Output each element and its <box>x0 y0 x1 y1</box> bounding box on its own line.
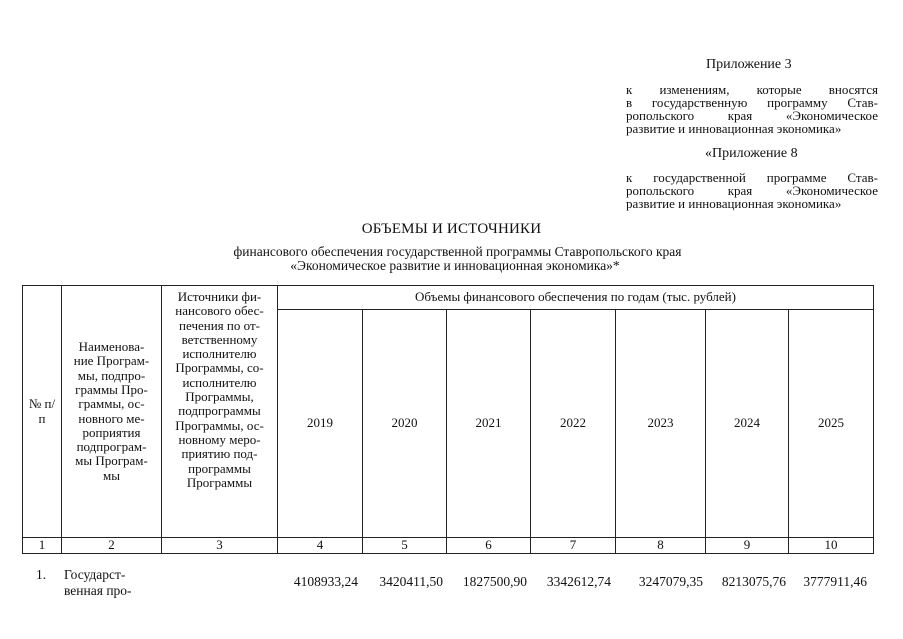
year-header: 2025 <box>789 310 874 538</box>
column-number: 10 <box>789 538 874 554</box>
year-header: 2020 <box>363 310 447 538</box>
column-number: 4 <box>278 538 363 554</box>
program-line-2: ропольского края «Экономическое <box>626 183 878 198</box>
column-numbers-row <box>23 538 874 554</box>
row-value-2023: 3247079,35 <box>638 574 703 589</box>
column-number: 3 <box>162 538 278 554</box>
year-header: 2022 <box>531 310 616 538</box>
year-header: 2019 <box>278 310 363 538</box>
row-name-line-1: Государст- <box>64 567 126 582</box>
row-number: 1. <box>36 567 47 582</box>
program-line-3: развитие и инновационная экономика» <box>626 196 842 211</box>
amend-line-4: развитие и инновационная экономика» <box>626 121 842 136</box>
amend-line-3: ропольского края «Экономическое <box>626 108 878 123</box>
amend-line-2: в государственную программу Став- <box>626 95 878 110</box>
column-number: 7 <box>531 538 616 554</box>
column-number: 5 <box>363 538 447 554</box>
column-number: 2 <box>62 538 162 554</box>
financing-table <box>22 285 874 554</box>
row-value-2025: 3777911,46 <box>803 574 867 589</box>
row-value-2021: 1827500,90 <box>462 574 527 589</box>
col-header-sources: Источники фи- нансового обес- печения по от- ветственному исполнителю Программы, со- исполнителю Программы, подпрограммы Программы, ос- новному меро- приятию под- программы Программы <box>162 286 278 538</box>
amend-line-1: к изменениям, которые вносятся <box>626 82 878 97</box>
appendix8-title: «Приложение 8 <box>705 146 798 161</box>
col-header-number: № п/п <box>23 286 62 538</box>
appendix-title: Приложение 3 <box>706 57 792 72</box>
column-number: 9 <box>706 538 789 554</box>
row-value-2019: 4108933,24 <box>293 574 358 589</box>
column-number: 8 <box>616 538 706 554</box>
row-value-2020: 3420411,50 <box>379 574 443 589</box>
year-header: 2023 <box>616 310 706 538</box>
program-line-1: к государственной программе Став- <box>626 170 878 185</box>
year-header: 2021 <box>447 310 531 538</box>
row-value-2024: 8213075,76 <box>721 574 786 589</box>
year-header: 2024 <box>706 310 789 538</box>
column-number: 6 <box>447 538 531 554</box>
col-header-volumes: Объемы финансового обеспечения по годам (тыс. рублей) <box>278 286 874 310</box>
row-name-line-2: венная про- <box>64 583 132 598</box>
document-title: ОБЪЕМЫ И ИСТОЧНИКИ <box>361 221 542 237</box>
row-value-2022: 3342612,74 <box>546 574 611 589</box>
column-number: 1 <box>23 538 62 554</box>
document-subtitle-2: «Экономическое развитие и инновационная экономика»* <box>290 258 620 273</box>
document-subtitle-1: финансового обеспечения государственной программы Ставропольского края <box>233 244 682 259</box>
col-header-name: Наименова- ние Програм- мы, подпро- граммы Про- граммы, ос- новного ме- роприятия подпрограм- мы Програм- мы <box>62 286 162 538</box>
